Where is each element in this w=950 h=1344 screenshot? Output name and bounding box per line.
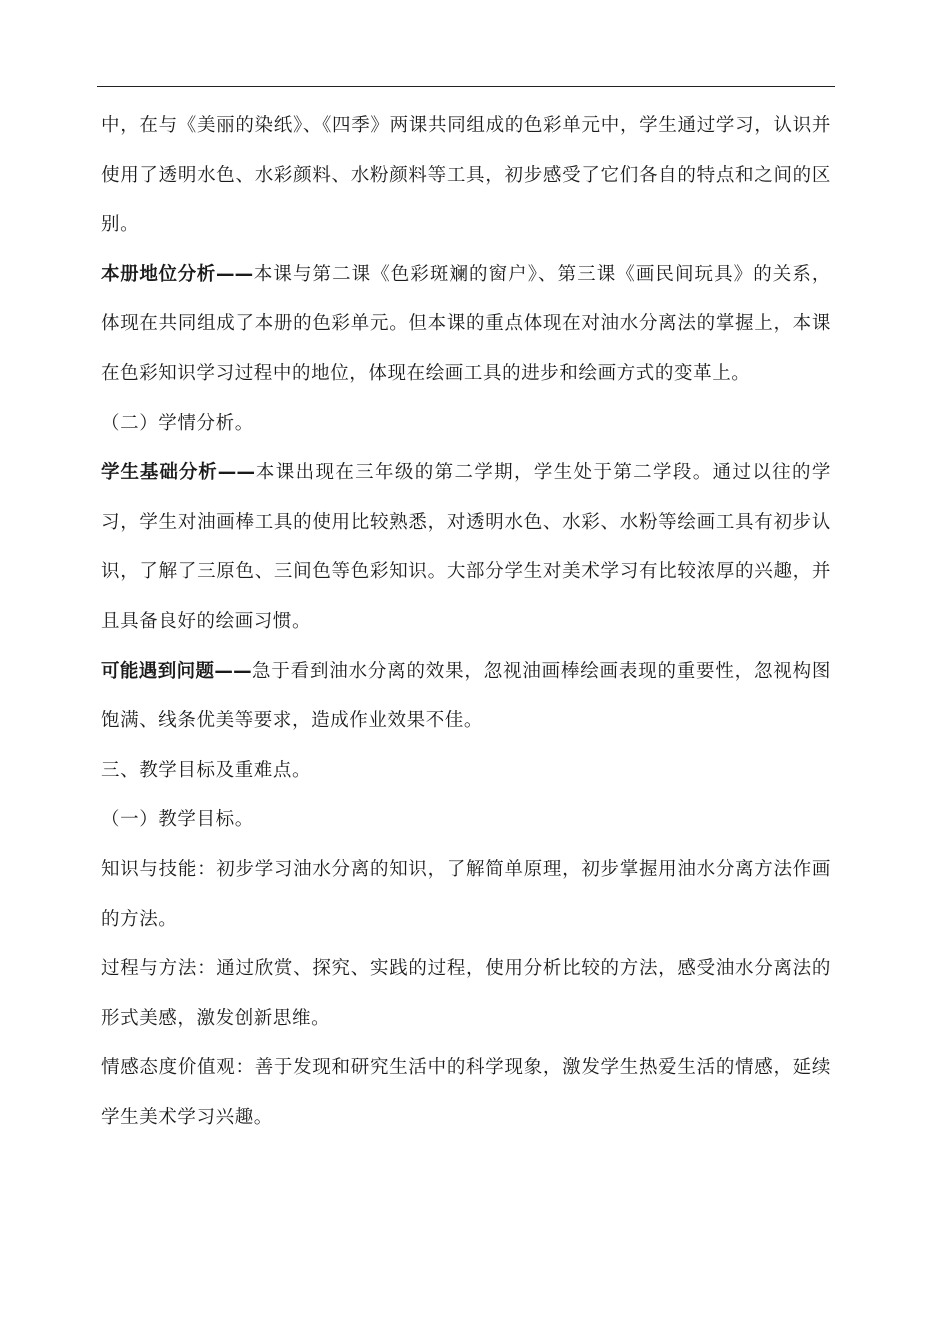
header-rule [97,86,835,87]
document-body [101,101,831,1142]
paragraph-lead: 可能遇到问题—— [101,660,252,682]
section-heading-student-analysis: （二）学情分析。 [101,412,254,434]
paragraph-knowledge-skills: 知识与技能：初步学习油水分离的知识，了解简单原理，初步掌握用油水分离方法作画的方法。 [101,858,831,930]
paragraph-volume-position: 本册地位分析——本课与第二课《色彩斑斓的窗户》、第三课《画民间玩具》的关系，体现在共同组成了本册的色彩单元。但本课的重点体现在对油水分离法的掌握上，本课在色彩知识学习过程中的地位，体现在绘画工具的进步和绘画方式的变革上。 [101,263,831,384]
subsection-heading-goals: （一）教学目标。 [101,809,254,831]
paragraph-lead: 学生基础分析—— [101,462,256,484]
section-heading-goals: 三、教学目标及重难点。 [101,759,312,781]
paragraph-student-basis: 学生基础分析——本课出现在三年级的第二学期，学生处于第二学段。通过以往的学习，学生对油画棒工具的使用比较熟悉，对透明水色、水彩、水粉等绘画工具有初步认识，了解了三原色、三间色等色彩知识。大部分学生对美术学习有比较浓厚的兴趣，并且具备良好的绘画习惯。 [101,462,831,632]
paragraph-continuation: 中，在与《美丽的染纸》、《四季》两课共同组成的色彩单元中，学生通过学习，认识并使用了透明水色、水彩颜料、水粉颜料等工具，初步感受了它们各自的特点和之间的区别。 [101,115,831,236]
paragraph-process-method: 过程与方法：通过欣赏、探究、实践的过程，使用分析比较的方法，感受油水分离法的形式美感，激发创新思维。 [101,958,831,1029]
paragraph-lead: 本册地位分析—— [101,263,254,285]
paragraph-possible-problems: 可能遇到问题——急于看到油水分离的效果，忽视油画棒绘画表现的重要性，忽视构图饱满、线条优美等要求，造成作业效果不佳。 [101,660,831,732]
paragraph-emotion-values: 情感态度价值观：善于发现和研究生活中的科学现象，激发学生热爱生活的情感，延续学生美术学习兴趣。 [101,1057,831,1128]
